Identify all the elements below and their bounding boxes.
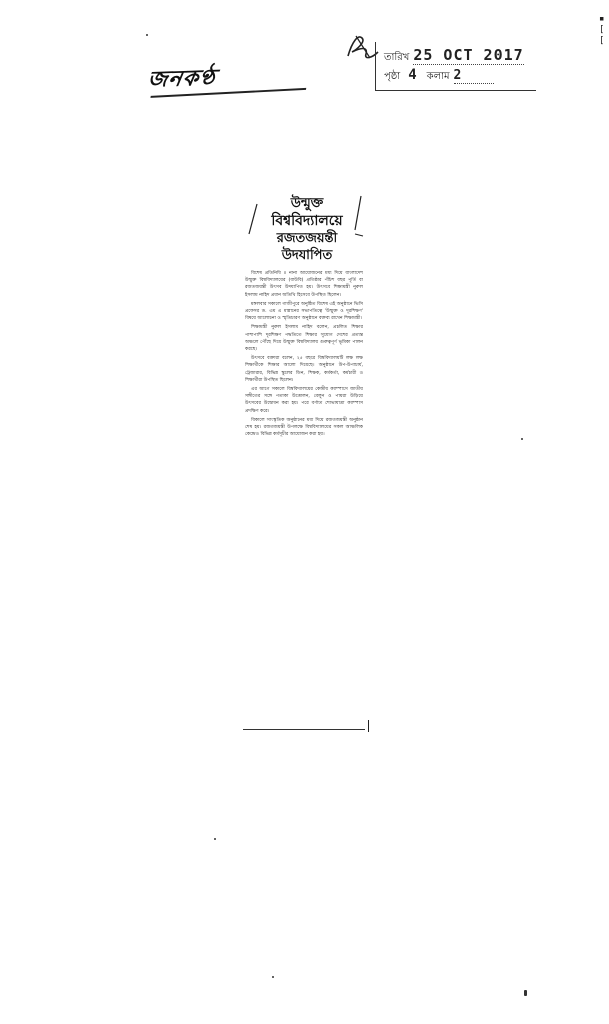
stamp-date-value: 25 OCT 2017 (413, 46, 524, 64)
article-paragraph: বিশেষ প্রতিনিধি ॥ নানা আয়োজনের মধ্য দিয়ে বাংলাদেশ উন্মুক্ত বিশ্ববিদ্যালয়ের (বাউবি) প্রতিষ্ঠার পঁচিশ বছর পূর্তি বা রজতজয়ন্তী উৎসব উদযাপিত হয়। উৎসবে শিক্ষামন্ত্রী নুরুল ইসলাম নাহিদ প্রধান অতিথি হিসেবে উপস্থিত ছিলেন। (245, 271, 363, 298)
headline-line-2: বিশ্ববিদ্যালয়ে (271, 213, 343, 229)
clipping-stamp (375, 42, 536, 91)
article-paragraph: শিক্ষামন্ত্রী নুরুল ইসলাম নাহিদ বলেন, প্রচলিত শিক্ষার পাশাপাশি দূরশিক্ষণ পদ্ধতিতে শিক্ষার সুযোগ দেশের প্রত্যন্ত অঞ্চলে পৌঁছে দিয়ে উন্মুক্ত বিশ্ববিদ্যালয় গুরুত্বপূর্ণ ভূমিকা পালন করছে। (245, 325, 363, 353)
stamp-page-value: 4 (408, 67, 417, 83)
article-paragraph: উৎসবে বক্তারা বলেন, ২৫ বছরে বিশ্ববিদ্যালয়টি লক্ষ লক্ষ শিক্ষার্থীকে শিক্ষার আলো দিয়েছে। অনুষ্ঠানে উপ-উপাচার্য, ট্রেজারার, বিভিন্ন স্কুলের ডিন, শিক্ষক, কর্মকর্তা, কর্মচারী ও শিক্ষার্থীরা উপস্থিত ছিলেন। (245, 356, 363, 383)
stamp-date-row (384, 46, 524, 66)
article-headline (251, 196, 363, 264)
headline-line-4: উদযাপিত (281, 248, 333, 263)
article-paragraph: বিকালে সাংস্কৃতিক অনুষ্ঠানের মধ্য দিয়ে রজতজয়ন্তী অনুষ্ঠান শেষ হয়। রজতজয়ন্তী উপলক্ষে বিশ্ববিদ্যালয়ের সকল আঞ্চলিক কেন্দ্রেও বিভিন্ন কর্মসূচীর আয়োজন করা হয়। (245, 417, 363, 438)
newspaper-clipping (243, 190, 371, 738)
headline-line-3: রজতজয়ন্তী (276, 231, 338, 246)
clipping-edge-tick (368, 720, 369, 732)
stamp-date-label: তারিখ (384, 52, 410, 63)
clipping-bottom-rule (243, 729, 365, 731)
scan-speck (524, 990, 527, 996)
article-paragraph: মঙ্গলবার সকালে গাজীপুরে অনুষ্ঠিত বিশেষ এই অনুষ্ঠানে ভিসি প্রফেসর ড. এম এ মান্নানের সভাপতিত্বে 'উন্মুক্ত ও দূরশিক্ষণ' বিষয়ে আলোচনা ও স্মৃতিচারণ অনুষ্ঠানে বক্তব্য রাখেন শিক্ষামন্ত্রী। (245, 301, 363, 322)
article-body (245, 270, 363, 715)
scan-speck (214, 838, 216, 840)
stamp-column-label: কলাম (426, 71, 450, 82)
headline-line-1: উন্মুক্ত (290, 196, 324, 211)
stamp-page-label: পৃষ্ঠা (384, 71, 401, 82)
scan-edge-artifact: ▪ [ [ (599, 14, 605, 46)
stamp-column-value: 2 (454, 68, 494, 84)
scan-speck (521, 438, 523, 440)
newspaper-masthead: জনকণ্ঠ (144, 57, 311, 99)
scan-speck (146, 34, 148, 36)
article-paragraph: এর আগে সকালে বিশ্ববিদ্যালয়ের কেন্দ্রীয় ক্যাম্পাসে জাতীয় সঙ্গীতের সঙ্গে পতাকা উত্তোলন, বেলুন ও পায়রা উড়িয়ে উৎসবের উদ্বোধন করা হয়। পরে বর্ণাঢ্য শোভাযাত্রা ক্যাম্পাস প্রদক্ষিণ করে। (245, 387, 363, 414)
scan-speck (272, 976, 274, 978)
stamp-page-row (384, 67, 494, 87)
